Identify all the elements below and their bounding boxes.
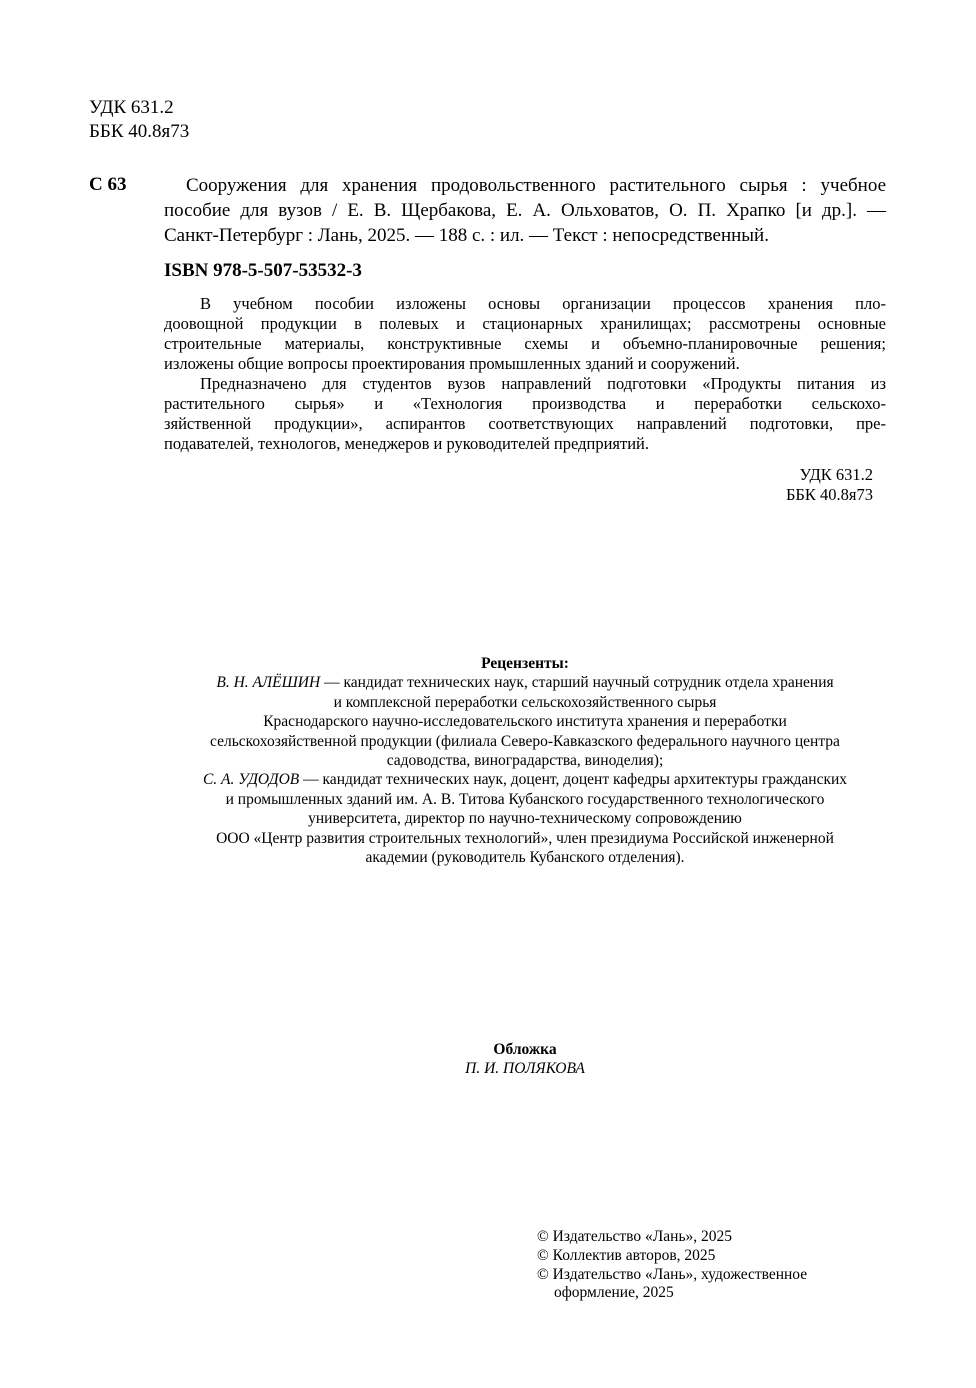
reviewers-heading: Рецензенты: bbox=[481, 655, 569, 672]
reviewer-2-line: академии (руководитель Кубанского отделения). bbox=[365, 849, 685, 867]
cover-heading: Обложка bbox=[493, 1041, 557, 1058]
reviewer-2-line: университета, директор по научно-техническому сопровождению bbox=[308, 810, 742, 828]
reviewer-1-line: и комплексной переработки сельскохозяйственного сырья bbox=[333, 693, 717, 711]
reviewer-2-line: ООО «Центр развития строительных технологий», член президиума Российской инженерной bbox=[216, 829, 834, 847]
reviewers-section bbox=[164, 654, 886, 867]
cover-credit bbox=[164, 1040, 886, 1079]
biblio-line: пособие для вузов / Е. В. Щербакова, Е. А. Ольховатов, О. П. Храпко [и др.]. — bbox=[164, 200, 886, 221]
bbk-code: ББК 40.8я73 bbox=[89, 121, 190, 142]
reviewer-1-line: Краснодарского научно-исследовательского института хранения и переработки bbox=[263, 713, 787, 731]
classification-codes bbox=[89, 96, 189, 144]
isbn: ISBN 978-5-507-53532-3 bbox=[164, 260, 362, 281]
reviewer-2-line: и промышленных зданий им. А. В. Титова Кубанского государственного технологического bbox=[225, 790, 825, 808]
abstract-line: В учебном пособии изложены основы организации процессов хранения пло- bbox=[200, 294, 886, 313]
classification-codes-bottom bbox=[786, 465, 873, 505]
reviewer-2-first-line bbox=[164, 770, 886, 789]
abstract-line: растительного сырья» и «Технология производства и переработки сельскохо- bbox=[164, 394, 886, 413]
copyright-line: © Коллектив авторов, 2025 bbox=[537, 1246, 716, 1264]
copyright-line: оформление, 2025 bbox=[554, 1284, 674, 1302]
reviewer-1-line: садоводства, виноградарства, виноделия); bbox=[386, 752, 664, 770]
copyright-line: © Издательство «Лань», 2025 bbox=[537, 1228, 733, 1245]
abstract-line: изложены общие вопросы проектирования промышленных зданий и сооружений. bbox=[164, 354, 740, 373]
biblio-line: Сооружения для хранения продовольственного растительного сырья : учебное bbox=[186, 175, 886, 196]
abstract-line: доовощной продукции в полевых и стационарных хранилищах; рассмотрены основные bbox=[164, 314, 886, 333]
author-mark: С 63 bbox=[89, 174, 127, 195]
reviewer-2-title: — кандидат технических наук, доцент, доцент кафедры архитектуры гражданских bbox=[299, 771, 848, 789]
biblio-line: Санкт-Петербург : Лань, 2025. — 188 с. : ил. — Текст : непосредственный. bbox=[164, 225, 769, 246]
bibliographic-record bbox=[164, 173, 886, 248]
copyright-block bbox=[537, 1228, 807, 1303]
abstract-line: строительные материалы, конструктивные схемы и объемно-планировочные решения; bbox=[164, 334, 886, 353]
abstract bbox=[164, 294, 886, 454]
reviewer-1-first-line bbox=[164, 673, 886, 692]
abstract-line: Предназначено для студентов вузов направлений подготовки «Продукты питания из bbox=[200, 374, 886, 393]
reviewer-1-title: — кандидат технических наук, старший научный сотрудник отдела хранения bbox=[320, 674, 834, 692]
udk-code: УДК 631.2 bbox=[89, 97, 174, 118]
reviewer-2-name: С. А. УДОДОВ bbox=[202, 771, 300, 789]
reviewer-1-line: сельскохозяйственной продукции (филиала Северо-Кавказского федерального научного центра bbox=[210, 732, 840, 750]
copyright-line: © Издательство «Лань», художественное bbox=[537, 1265, 808, 1283]
abstract-line: подавателей, технологов, менеджеров и руководителей предприятий. bbox=[164, 434, 650, 453]
bbk-code: ББК 40.8я73 bbox=[785, 485, 873, 504]
reviewer-1-name: В. Н. АЛЁШИН bbox=[216, 674, 321, 692]
udk-code: УДК 631.2 bbox=[799, 465, 873, 484]
cover-designer: П. И. ПОЛЯКОВА bbox=[465, 1060, 585, 1078]
abstract-line: зяйственной продукции», аспирантов соответствующих направлений подготовки, пре- bbox=[164, 414, 886, 433]
